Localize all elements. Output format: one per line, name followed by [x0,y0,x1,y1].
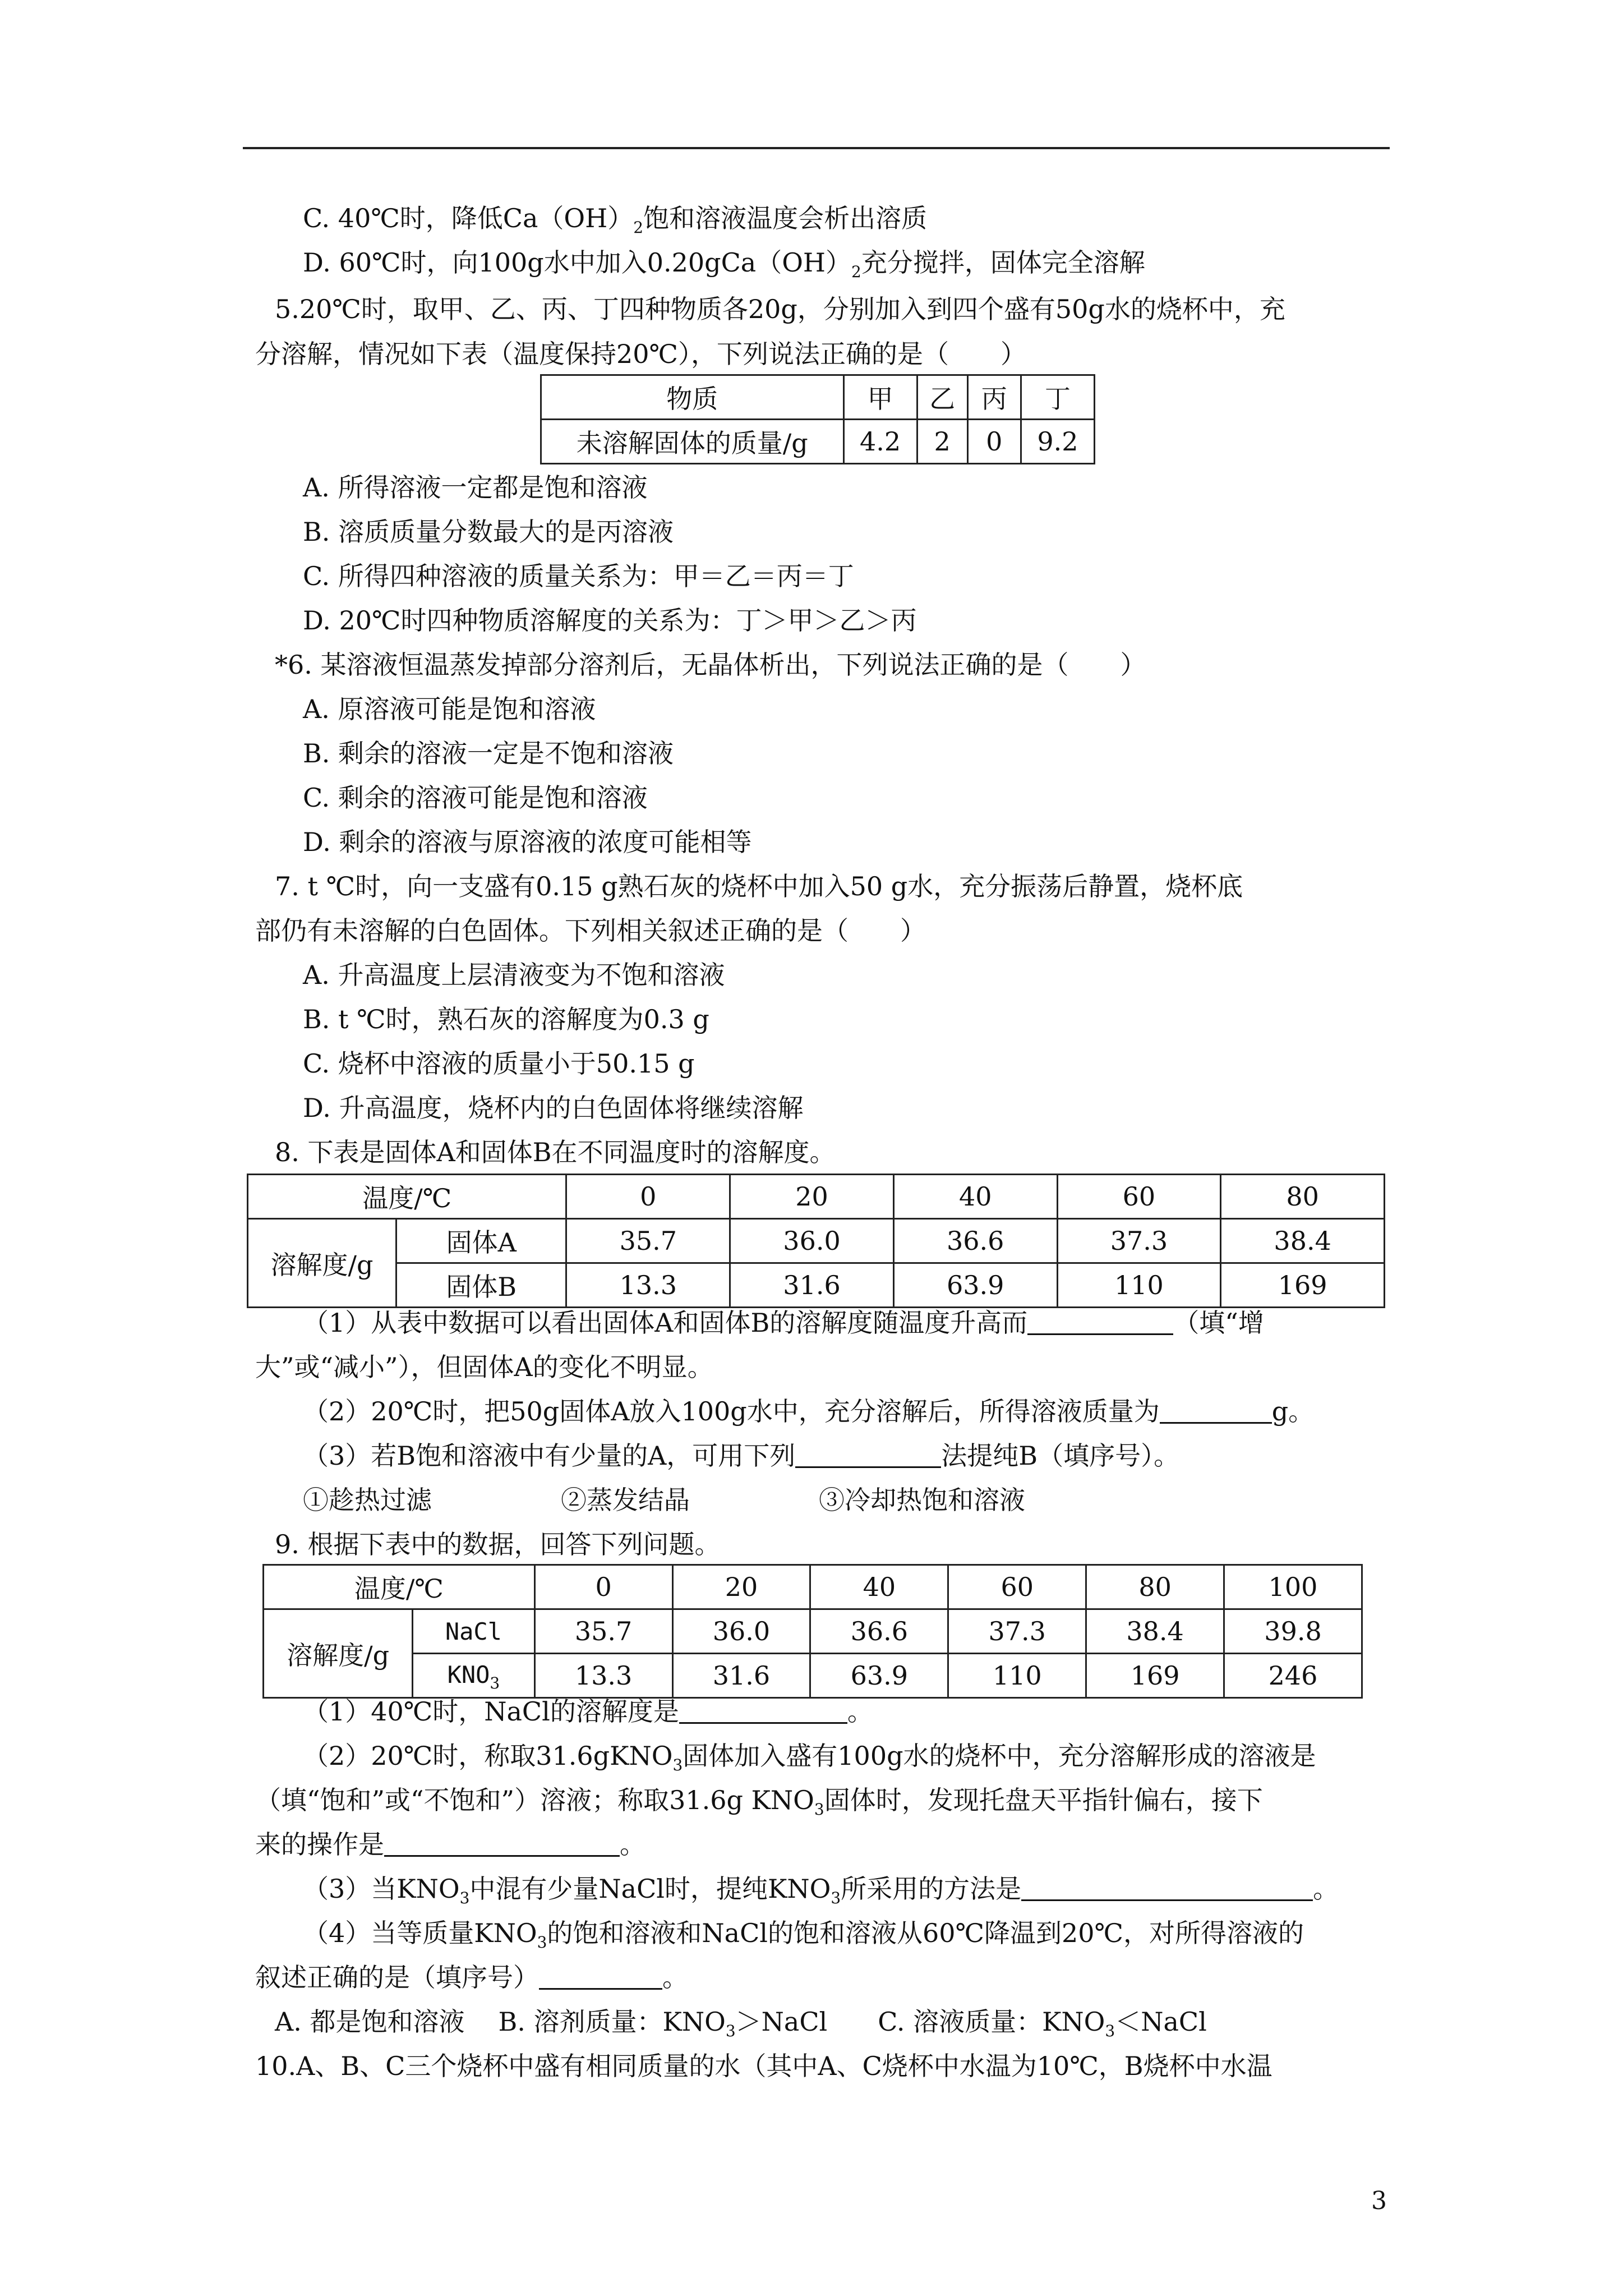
q9-table-cell: 246 [1224,1654,1362,1698]
q5-option-a: A. 所得溶液一定都是饱和溶液 [303,472,648,503]
q5-table-cell: 0 [967,420,1021,464]
q9-part2-line1: （2）20℃时，称取31.6gKNO$_3$固体加入盛有100g水的烧杯中，充分溶解形成的溶液是 [303,1741,1316,1774]
q8-part1-line2: 大”或“减小”），但固体A的变化不明显。 [255,1352,713,1382]
q8-table-cell: 37.3 [1057,1219,1221,1263]
q5-table-cell: 2 [917,420,967,464]
page-number: 3 [1371,2187,1387,2215]
q8-table-temp: 20 [730,1175,894,1219]
q9-table-cell: 35.7 [534,1609,672,1654]
q8-part2: （2）20℃时，把50g固体A放入100g水中，充分溶解后，所得溶液质量为 g。 [303,1396,1315,1427]
q9-table-temp: 100 [1224,1565,1362,1609]
q8-table-cell: 13.3 [566,1263,730,1308]
q9-table-cell: 38.4 [1086,1609,1224,1654]
answer-blank[interactable] [679,1697,847,1724]
q5-table-cell: 未溶解固体的质量/g [541,420,844,464]
q9-part4-line1: （4）当等质量$KNO_3$的饱和溶液和NaCl的饱和溶液从60℃降温到20℃，对所得溶液的 [303,1918,1304,1952]
q9-table-cell: 63.9 [810,1654,948,1698]
q8-table-temp: 0 [566,1175,730,1219]
q5-table-cell: 4.2 [843,420,917,464]
q9-part2-line2: （填“饱和”或“不饱和”）溶液；称取31.6g $KNO_3$固体时，发现托盘天平指针偏右，接下 [255,1785,1263,1819]
answer-blank[interactable] [1160,1397,1272,1424]
q8-table-cell: 36.6 [893,1219,1057,1263]
q9-table-row-label: NaCl [413,1609,534,1654]
q8-table-temp: 80 [1221,1175,1385,1219]
q8-table-cell: 63.9 [893,1263,1057,1308]
q4-option-c: C. 40℃时，降低$Ca(OH)_2$饱和溶液温度会析出溶质 [303,203,928,237]
q8-table [247,1174,1385,1308]
q8-table-cell: 35.7 [566,1219,730,1263]
q9-part3: （3）当$KNO_3$中混有少量NaCl时，提纯$KNO_3$所采用的方法是 。 [303,1874,1339,1907]
answer-blank[interactable] [1027,1309,1173,1335]
q8-options: ①趁热过滤 ②蒸发结晶 ③冷却热饱和溶液 [303,1485,1025,1515]
answer-blank[interactable] [1021,1875,1313,1901]
q9-table-cell: 110 [948,1654,1086,1698]
q8-table-cell: 169 [1221,1263,1385,1308]
q9-table-temp: 60 [948,1565,1086,1609]
q9-table-cell: 37.3 [948,1609,1086,1654]
q5-table-header-cell: 物质 [541,375,844,420]
q8-part3: （3）若B饱和溶液中有少量的A，可用下列 法提纯B（填序号）。 [303,1441,1180,1471]
q9-table-cell: 13.3 [534,1654,672,1698]
q9-table-temp-label: 温度/℃ [264,1565,535,1609]
q8-table-temp: 40 [893,1175,1057,1219]
q7-stem-line1: 7. t ℃时，向一支盛有0.15 g熟石灰的烧杯中加入50 g水，充分振荡后静置，烧杯底 [275,871,1243,901]
q7-option-c: C. 烧杯中溶液的质量小于50.15 g [303,1048,695,1079]
q5-option-c: C. 所得四种溶液的质量关系为：甲＝乙＝丙＝丁 [303,561,854,591]
q9-part4-line2: 叙述正确的是（填序号） 。 [255,1962,688,1993]
q5-table-cell: 9.2 [1021,420,1094,464]
q9-table-row-label: $KNO_3$ [413,1654,534,1698]
q9-table-cell: 36.0 [672,1609,810,1654]
q4-option-d: D. 60℃时，向100g水中加入$0.20gCa(OH)_2$充分搅拌，固体完全溶解 [303,247,1145,281]
q7-option-a: A. 升高温度上层清液变为不饱和溶液 [303,960,725,990]
q9-table-temp: 40 [810,1565,948,1609]
q9-table [262,1564,1363,1699]
answer-blank[interactable] [795,1442,941,1468]
q9-part2-line3: 来的操作是 。 [255,1829,645,1860]
q6-option-d: D. 剩余的溶液与原溶液的浓度可能相等 [303,827,752,857]
q9-table-temp: 0 [534,1565,672,1609]
q9-part1: （1）40℃时，NaCl的溶解度是 。 [303,1696,873,1727]
q5-option-d: D. 20℃时四种物质溶解度的关系为：丁＞甲＞乙＞丙 [303,605,917,636]
q9-table-temp: 80 [1086,1565,1224,1609]
q7-option-d: D. 升高温度，烧杯内的白色固体将继续溶解 [303,1093,804,1123]
q6-option-a: A. 原溶液可能是饱和溶液 [303,694,596,724]
q9-table-group-label: 溶解度/g [264,1609,413,1698]
q9-table-cell: 39.8 [1224,1609,1362,1654]
answer-blank[interactable] [384,1830,620,1857]
q7-option-b: B. t ℃时，熟石灰的溶解度为0.3 g [303,1004,709,1034]
q5-table-header-cell: 丁 [1021,375,1094,420]
q8-table-cell: 31.6 [730,1263,894,1308]
q6-option-b: B. 剩余的溶液一定是不饱和溶液 [303,738,674,769]
q5-stem-line1: 5.20℃时，取甲、乙、丙、丁四种物质各20g，分别加入到四个盛有50g水的烧杯中，充 [275,294,1285,324]
q5-table-header-cell: 丙 [967,375,1021,420]
q8-table-group-label: 溶解度/g [248,1219,396,1308]
q5-table [540,374,1095,464]
q6-option-c: C. 剩余的溶液可能是饱和溶液 [303,783,648,813]
q8-table-temp: 60 [1057,1175,1221,1219]
q9-stem: 9. 根据下表中的数据，回答下列问题。 [275,1529,721,1559]
q9-part4-options: A. 都是饱和溶液 B. 溶剂质量：$KNO_3>NaCl$ C. 溶液质量：$KNO_3<NaCl$ [275,2007,1207,2040]
q6-stem: *6. 某溶液恒温蒸发掉部分溶剂后，无晶体析出，下列说法正确的是（ ） [275,650,1146,680]
q8-table-temp-label: 温度/℃ [248,1175,566,1219]
q9-table-cell: 31.6 [672,1654,810,1698]
q8-part1-line1: （1）从表中数据可以看出固体A和固体B的溶解度随温度升高而 （填“增 [303,1308,1264,1338]
q8-table-cell: 38.4 [1221,1219,1385,1263]
q10-stem: 10.A、B、C三个烧杯中盛有相同质量的水（其中A、C烧杯中水温为10℃，B烧杯中水温 [255,2051,1272,2081]
q9-table-temp: 20 [672,1565,810,1609]
q8-table-row-label: 固体B [396,1263,566,1308]
q5-table-header-cell: 乙 [917,375,967,420]
q7-stem-line2: 部仍有未溶解的白色固体。下列相关叙述正确的是（ ） [255,915,926,946]
answer-blank[interactable] [539,1963,662,1990]
q5-table-header-cell: 甲 [843,375,917,420]
q8-table-cell: 36.0 [730,1219,894,1263]
header-rule [243,147,1390,149]
q5-stem-line2: 分溶解，情况如下表（温度保持20℃），下列说法正确的是（ ） [255,339,1026,369]
q8-stem: 8. 下表是固体A和固体B在不同温度时的溶解度。 [275,1137,836,1167]
q9-table-cell: 169 [1086,1654,1224,1698]
q9-table-cell: 36.6 [810,1609,948,1654]
q8-table-row-label: 固体A [396,1219,566,1263]
q5-option-b: B. 溶质质量分数最大的是丙溶液 [303,517,674,547]
q8-table-cell: 110 [1057,1263,1221,1308]
